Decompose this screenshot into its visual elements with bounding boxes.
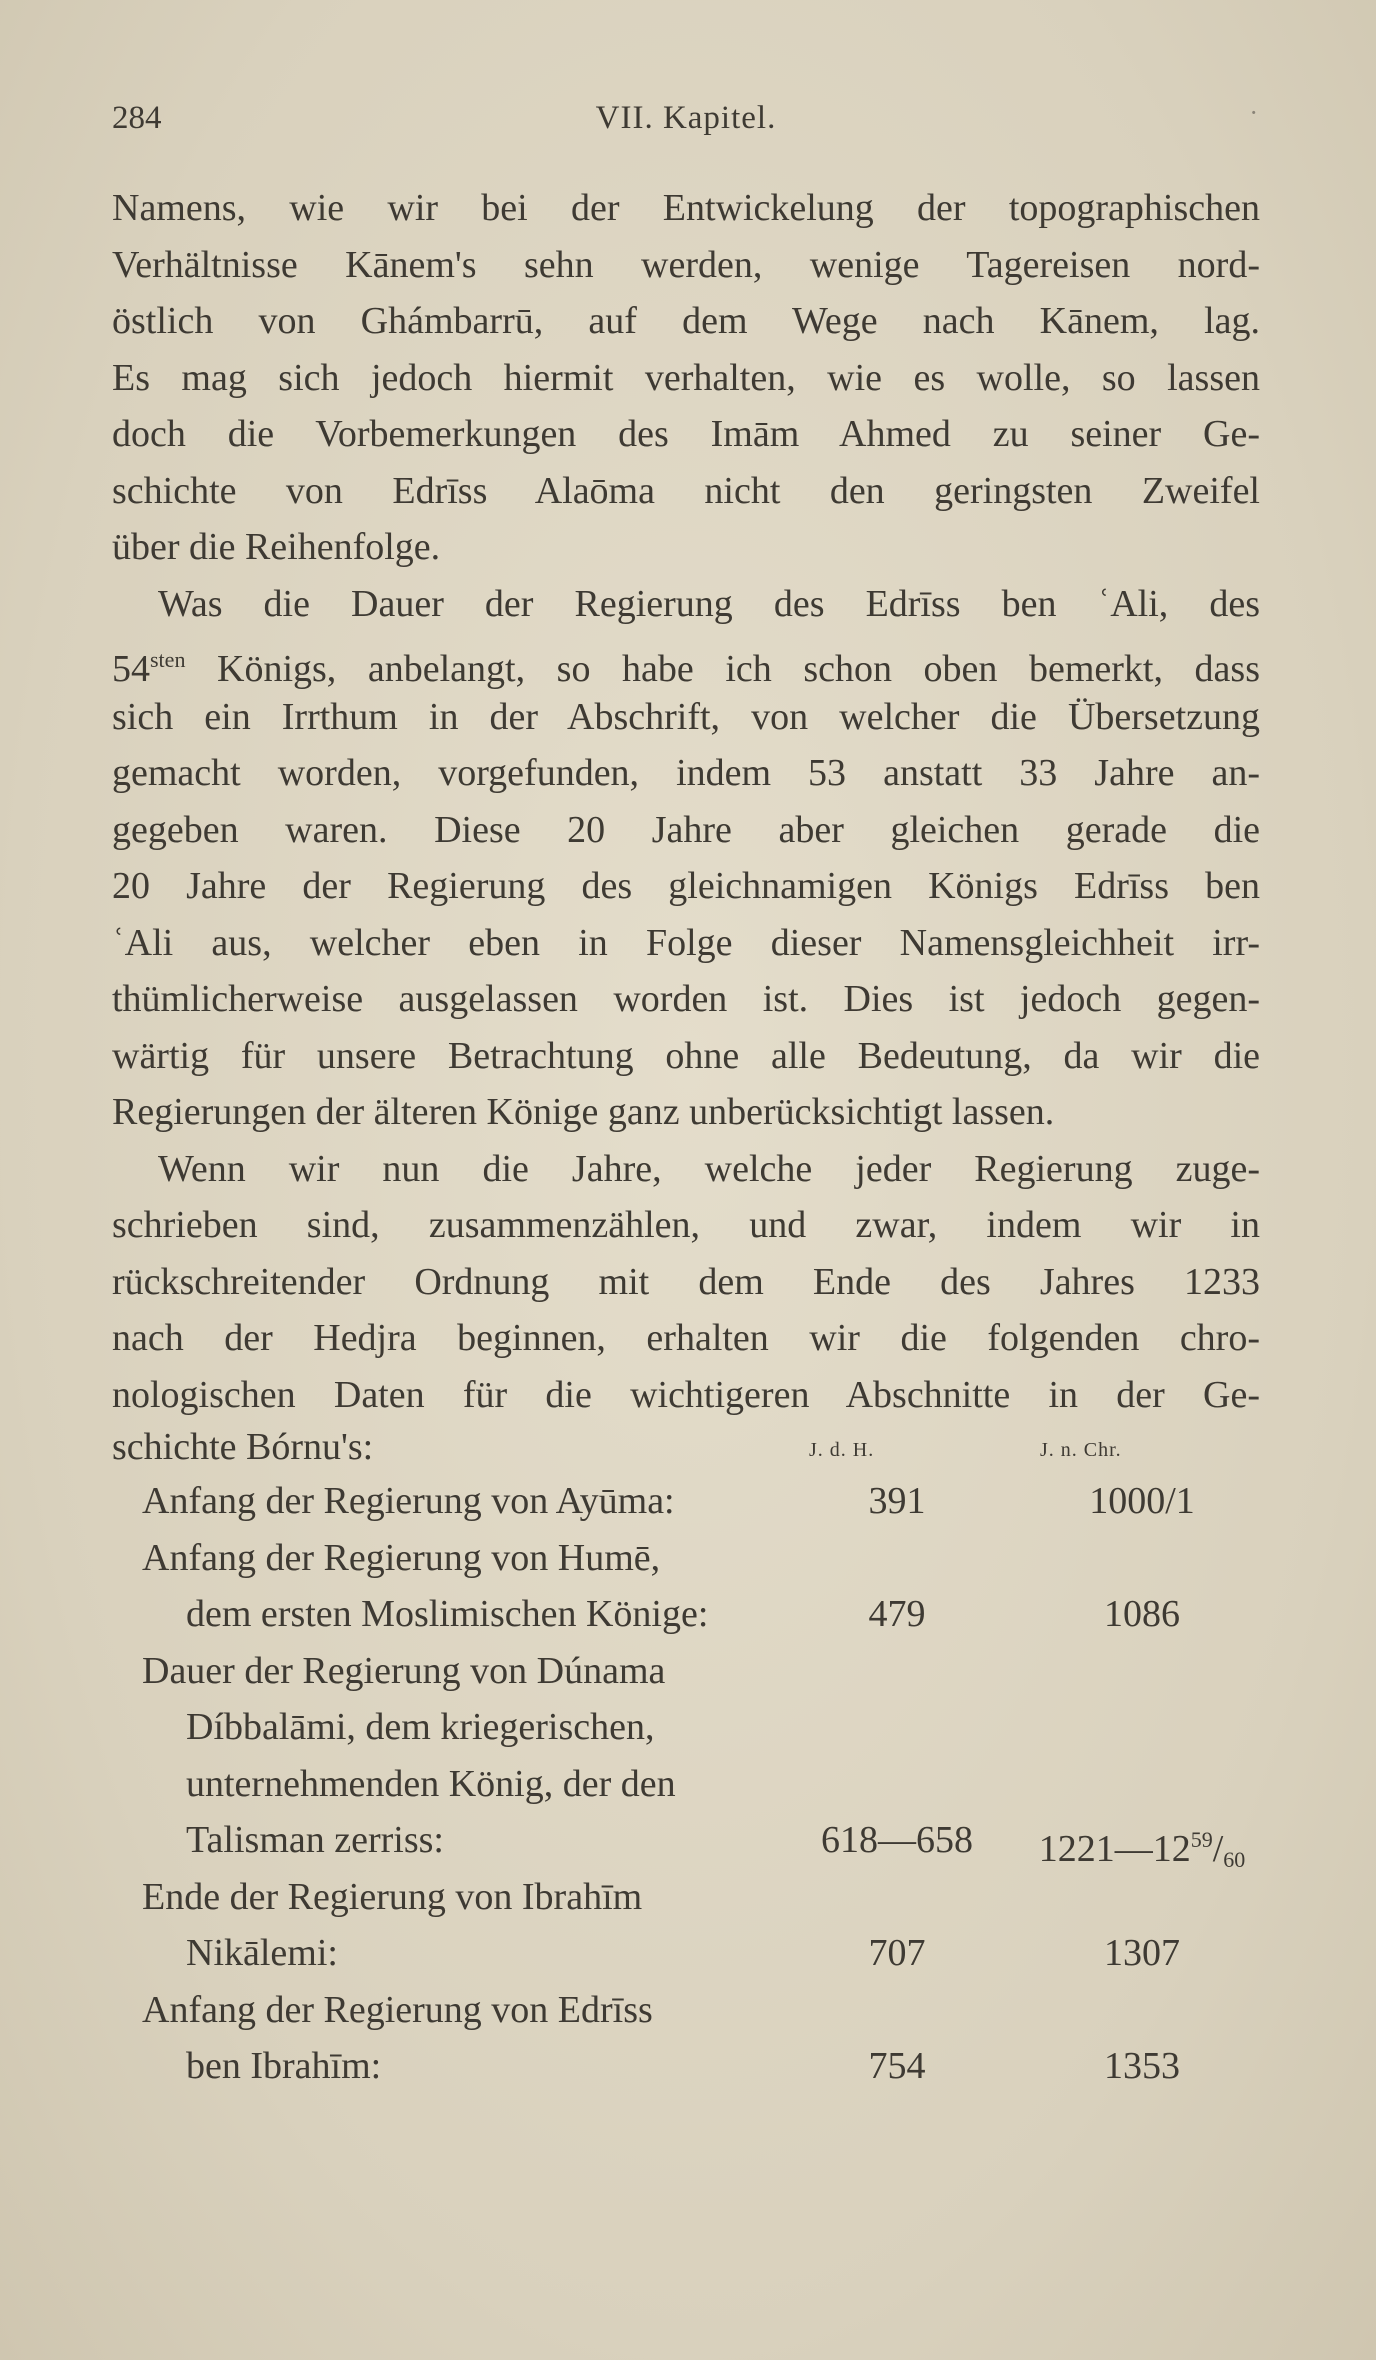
event-label: Anfang der Regierung von Edrīss [142,1988,653,2031]
text-line: schrieben sind, zusammenzählen, und zwar, indem wir in [112,1204,1260,1246]
text-line: 20 Jahre der Regierung des gleichnamigen Königs Edrīss ben [112,865,1260,907]
table-row [112,1473,1260,1530]
table-row [112,1982,1260,2095]
text-line: thümlicherweise ausgelassen worden ist. Dies ist jedoch gegen- [112,978,1260,1020]
christian-year: 1353 [1104,2045,1180,2087]
event-label: Ende der Regierung von Ibrahīm [142,1875,643,1918]
print-speck: · [1249,98,1258,127]
hedjra-year: 391 [868,1480,926,1522]
event-label: dem ersten Moslimischen Könige: [186,1593,709,1635]
text-line: Was die Dauer der Regierung des Edrīss ben ʿAli, des [158,582,1260,625]
table-row [112,1869,1260,1982]
chronology-table [112,1473,1260,2095]
event-label: ben Ibrahīm: [186,2045,382,2087]
text-line: Es mag sich jedoch hiermit verhalten, wie es wolle, so lassen [112,356,1260,399]
chapter-title: VII. Kapitel. [595,100,777,136]
column-header-christ: J. n. Chr. [1040,1439,1122,1461]
text-line: gemacht worden, vorgefunden, indem 53 anstatt 33 Jahre an- [112,752,1260,794]
text-line: Regierungen der älteren Könige ganz unberücksichtigt lassen. [112,1091,1055,1133]
ordinal-number: 54 [112,648,150,690]
christian-year: 1307 [1104,1932,1180,1974]
event-label: Díbbalāmi, dem kriegerischen, [186,1706,655,1748]
fraction-numerator: 59 [1190,1827,1213,1852]
table-lead-text: schichte Bórnu's: [112,1426,374,1468]
hedjra-year: 754 [868,2045,926,2087]
event-label: Anfang der Regierung von Ayūma: [142,1480,675,1522]
text-line: gegeben waren. Diese 20 Jahre aber gleichen gerade die [112,808,1260,851]
text-line: wärtig für unsere Betrachtung ohne alle Bedeutung, da wir die [112,1034,1260,1077]
text-line: über die Reihenfolge. [112,526,441,568]
text-line: östlich von Ghámbarrū, auf dem Wege nach Kānem, lag. [112,300,1260,342]
text-line-ordinal [112,632,1260,689]
text-line: Wenn wir nun die Jahre, welche jeder Regierung zuge- [158,1147,1260,1190]
event-label: unternehmenden König, der den [186,1762,676,1805]
page-number: 284 [112,100,162,136]
text-line: nach der Hedjra beginnen, erhalten wir die folgenden chro- [112,1317,1260,1359]
christian-year-main: 1221—12 [1038,1828,1191,1870]
fraction-denominator: 60 [1223,1847,1246,1872]
paragraph-1 [112,180,1260,576]
column-header-hedjra: J. d. H. [809,1439,875,1461]
text-line: sich ein Irrthum in der Abschrift, von welcher die Übersetzung [112,695,1260,738]
running-header [112,100,1260,150]
christian-year: $1221—12^{59}/_{60}$ [1038,1827,1246,1872]
text-line: rückschreitender Ordnung mit dem Ende des Jahres 1233 [112,1260,1260,1303]
event-label: Nikālemi: [186,1932,338,1974]
christian-year: 1086 [1104,1593,1180,1635]
body-text [112,180,1260,1423]
hedjra-year: 479 [868,1593,926,1635]
text-fragment: Königs, anbelangt, so habe ich schon oben bemerkt, dass [185,648,1260,690]
text-line: doch die Vorbemerkungen des Imām Ahmed zu seiner Ge- [112,413,1260,455]
ordinal-suffix: sten [150,647,186,672]
text-line: schichte von Edrīss Alaōma nicht den geringsten Zweifel [112,469,1260,512]
event-label: Anfang der Regierung von Humē, [142,1536,661,1579]
table-row [112,1530,1260,1643]
event-label: Talisman zerriss: [186,1819,444,1861]
hedjra-year: 707 [868,1932,926,1974]
text-line: Verhältnisse Kānem's sehn werden, wenige Tagereisen nord- [112,243,1260,286]
text-line: nologischen Daten für die wichtigeren Abschnitte in der Ge- [112,1373,1260,1416]
christian-year: 1000/1 [1089,1480,1195,1522]
paragraph-2 [112,576,1260,1141]
text-line: ʿAli aus, welcher eben in Folge dieser Namensgleichheit irr- [112,921,1260,964]
paragraph-3 [112,1141,1260,1424]
hedjra-year: 618—658 [821,1819,973,1861]
text-line: Namens, wie wir bei der Entwickelung der topographischen [112,187,1260,229]
event-label: Dauer der Regierung von Dúnama [142,1649,666,1692]
table-row [112,1643,1260,1872]
